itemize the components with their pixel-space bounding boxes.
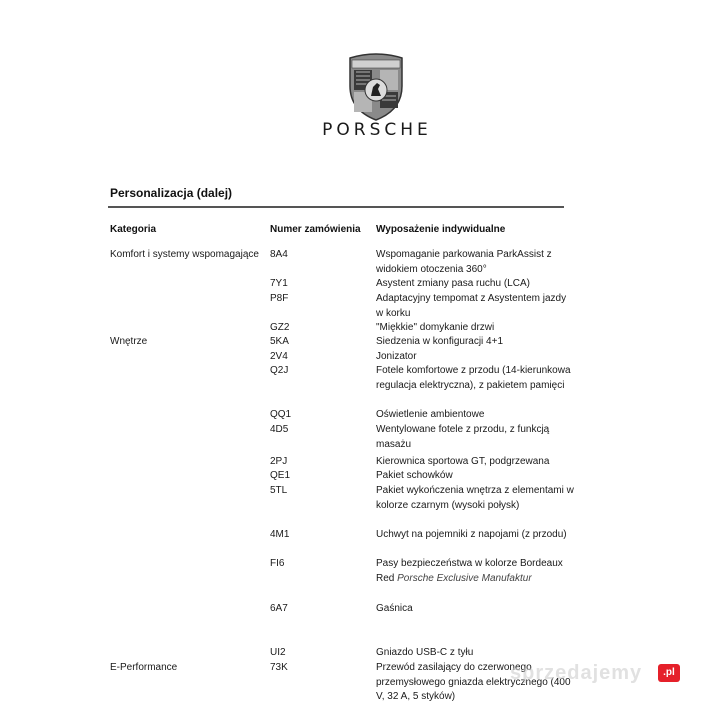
exclusive-manufaktur-note: Porsche Exclusive Manufaktur <box>397 572 532 584</box>
equipment-description-text: Pasy bezpieczeństwa w kolorze Bordeaux Red <box>376 558 563 584</box>
order-code: 8A4 <box>270 249 288 260</box>
order-code: 4M1 <box>270 529 290 540</box>
section-title: Personalizacja (dalej) <box>110 186 233 200</box>
equipment-description: Kierownica sportowa GT, podgrzewana <box>376 456 550 467</box>
equipment-description: "Miękkie" domykanie drzwi <box>376 322 495 333</box>
order-code: 2PJ <box>270 456 288 467</box>
column-header-kategoria: Kategoria <box>110 224 157 235</box>
order-code: Q2J <box>270 365 289 376</box>
order-code: 6A7 <box>270 603 288 614</box>
equipment-description: Oświetlenie ambientowe <box>376 409 485 420</box>
watermark-text: sprzedajemy <box>510 662 643 684</box>
order-code: 7Y1 <box>270 278 288 289</box>
order-code: GZ2 <box>270 322 290 333</box>
order-code: QE1 <box>270 470 291 481</box>
column-header-numer: Numer zamówienia <box>270 224 361 235</box>
order-code: 5TL <box>270 485 288 496</box>
equipment-description: Pakiet wykończenia wnętrza z elementami w kolorze czarnym (wysoki połysk) <box>376 485 574 511</box>
equipment-description: Jonizator <box>376 351 417 362</box>
equipment-description: Pakiet schowków <box>376 470 453 481</box>
section-divider <box>108 206 564 208</box>
order-code: FI6 <box>270 558 285 569</box>
equipment-description: Wspomaganie parkowania ParkAssist z widokiem otoczenia 360° <box>376 249 552 275</box>
column-header-wyposazenie: Wyposażenie indywidualne <box>376 224 506 235</box>
order-code: QQ1 <box>270 409 292 420</box>
equipment-description: Gaśnica <box>376 603 413 614</box>
equipment-description: Uchwyt na pojemniki z napojami (z przodu) <box>376 529 567 540</box>
order-code: 5KA <box>270 336 289 347</box>
equipment-description: Asystent zmiany pasa ruchu (LCA) <box>376 278 530 289</box>
equipment-description: Siedzenia w konfiguracji 4+1 <box>376 336 504 347</box>
porsche-crest-logo <box>346 52 406 122</box>
order-code: 4D5 <box>270 424 289 435</box>
equipment-description: Wentylowane fotele z przodu, z funkcją masażu <box>376 424 550 450</box>
order-code: P8F <box>270 293 289 304</box>
category-label: Wnętrze <box>110 336 148 347</box>
order-code: 2V4 <box>270 351 288 362</box>
watermark-badge: .pl <box>658 664 680 682</box>
equipment-description: Adaptacyjny tempomat z Asystentem jazdy w korku <box>376 293 567 319</box>
equipment-description <box>376 557 576 586</box>
porsche-wordmark: PORSCHE <box>322 120 432 140</box>
category-label: E-Performance <box>110 662 178 673</box>
order-code: 73K <box>270 662 288 673</box>
equipment-description: Gniazdo USB-C z tyłu <box>376 647 474 658</box>
order-code: UI2 <box>270 647 286 658</box>
equipment-description: Przewód zasilający do czerwonego przemysłowego gniazda elektrycznego (400 V, 32 A, 5 styków) <box>376 662 571 702</box>
equipment-description: Fotele komfortowe z przodu (14-kierunkowa regulacja elektryczna), z pakietem pamięci <box>376 365 571 391</box>
category-label: Komfort i systemy wspomagające <box>110 249 259 260</box>
